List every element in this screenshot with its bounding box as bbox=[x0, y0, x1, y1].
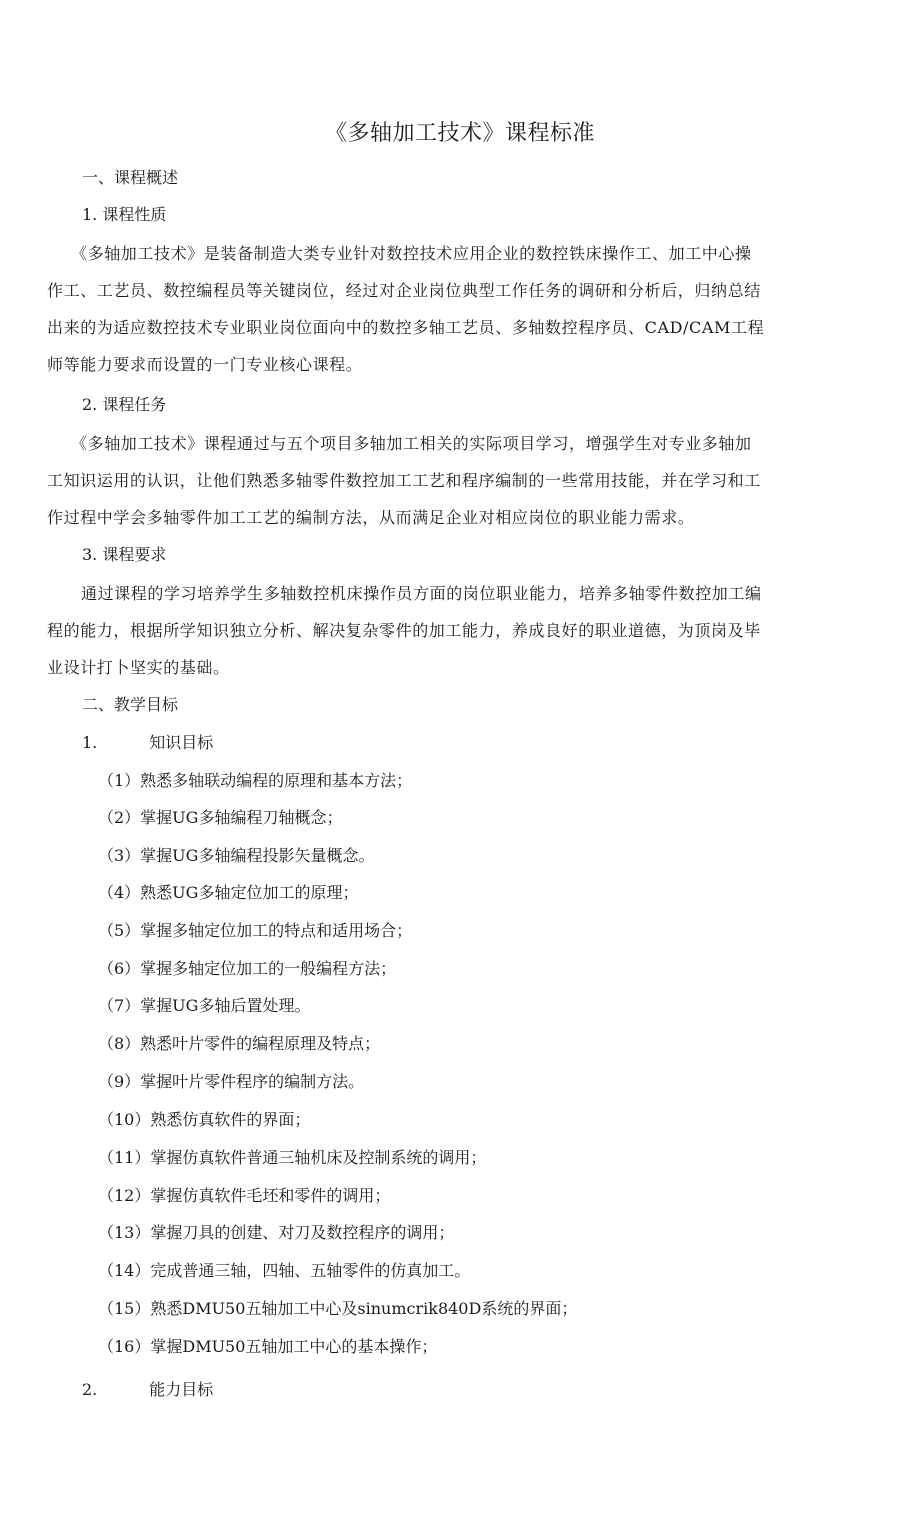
paragraph-course-nature bbox=[47, 235, 847, 383]
knowledge-item: （14）完成普通三轴，四轴、五轴零件的仿真加工。 bbox=[98, 1261, 471, 1280]
knowledge-item: （3）掌握UG多轴编程投影矢量概念。 bbox=[98, 846, 375, 865]
paragraph-line: 业设计打卜坚实的基础。 bbox=[47, 658, 230, 677]
knowledge-item: （9）掌握叶片零件程序的编制方法。 bbox=[98, 1072, 365, 1091]
knowledge-item: （2）掌握UG多轴编程刀轴概念； bbox=[98, 808, 343, 827]
subheading-number: 2. bbox=[82, 1380, 98, 1399]
paragraph-line: 程的能力，根据所学知识独立分析、解决复杂零件的加工能力，养成良好的职业道德，为顶岗及毕 bbox=[47, 621, 761, 640]
section-heading-teaching-goals: 二、教学目标 bbox=[82, 695, 179, 714]
paragraph-line: 作工、工艺员、数控编程员等关键岗位，经过对企业岗位典型工作任务的调研和分析后，归纳总结 bbox=[47, 281, 761, 300]
knowledge-item: （13）掌握刀具的创建、对刀及数控程序的调用； bbox=[98, 1223, 455, 1242]
subheading-knowledge-goals bbox=[82, 731, 213, 755]
subheading-ability-goals bbox=[82, 1378, 213, 1402]
page-title: 《多轴加工技术》课程标准 bbox=[324, 121, 595, 146]
paragraph-line: 工知识运用的认识，让他们熟悉多轴零件数控加工工艺和程序编制的一些常用技能，并在学习和工 bbox=[47, 471, 761, 490]
paragraph-course-task bbox=[47, 425, 847, 536]
subheading-course-requirement: 3. 课程要求 bbox=[82, 545, 167, 564]
subheading-label: 知识目标 bbox=[149, 733, 214, 752]
knowledge-item: （6）掌握多轴定位加工的一般编程方法； bbox=[98, 959, 397, 978]
knowledge-item: （8）熟悉叶片零件的编程原理及特点； bbox=[98, 1034, 381, 1053]
subheading-course-nature: 1. 课程性质 bbox=[82, 205, 167, 224]
paragraph-line: 《多轴加工技术》是装备制造大类专业针对数控技术应用企业的数控铁床操作工、加工中心操 bbox=[71, 244, 752, 263]
knowledge-item: （1）熟悉多轴联动编程的原理和基本方法； bbox=[98, 771, 413, 790]
knowledge-item: （15）熟悉DMU50五轴加工中心及sinumcrik840D系统的界面； bbox=[98, 1299, 578, 1318]
paragraph-course-requirement bbox=[47, 575, 847, 686]
subheading-number: 1. bbox=[82, 733, 98, 752]
knowledge-item: （12）掌握仿真软件毛坯和零件的调用； bbox=[98, 1186, 391, 1205]
knowledge-item: （7）掌握UG多轴后置处理。 bbox=[98, 996, 311, 1015]
paragraph-line: 作过程中学会多轴零件加工工艺的编制方法，从而满足企业对相应岗位的职业能力需求。 bbox=[47, 508, 695, 527]
knowledge-item: （4）熟悉UG多轴定位加工的原理； bbox=[98, 883, 359, 902]
paragraph-line: 师等能力要求而设置的一门专业核心课程。 bbox=[47, 355, 363, 374]
paragraph-line: 通过课程的学习培养学生多轴数控机床操作员方面的岗位职业能力，培养多轴零件数控加工编 bbox=[81, 584, 762, 603]
knowledge-item: （10）熟悉仿真软件的界面； bbox=[98, 1110, 311, 1129]
paragraph-line: 《多轴加工技术》课程通过与五个项目多轴加工相关的实际项目学习，增强学生对专业多轴加 bbox=[71, 434, 752, 453]
section-heading-overview: 一、课程概述 bbox=[82, 168, 179, 187]
subheading-label: 能力目标 bbox=[149, 1380, 214, 1399]
knowledge-item: （5）掌握多轴定位加工的特点和适用场合； bbox=[98, 921, 413, 940]
knowledge-item: （11）掌握仿真软件普通三轴机床及控制系统的调用； bbox=[98, 1148, 487, 1167]
paragraph-line: 出来的为适应数控技术专业职业岗位面向中的数控多轴工艺员、多轴数控程序员、CAD/CAM工程 bbox=[47, 318, 765, 337]
subheading-course-task: 2. 课程任务 bbox=[82, 395, 167, 414]
knowledge-item: （16）掌握DMU50五轴加工中心的基本操作； bbox=[98, 1337, 438, 1356]
